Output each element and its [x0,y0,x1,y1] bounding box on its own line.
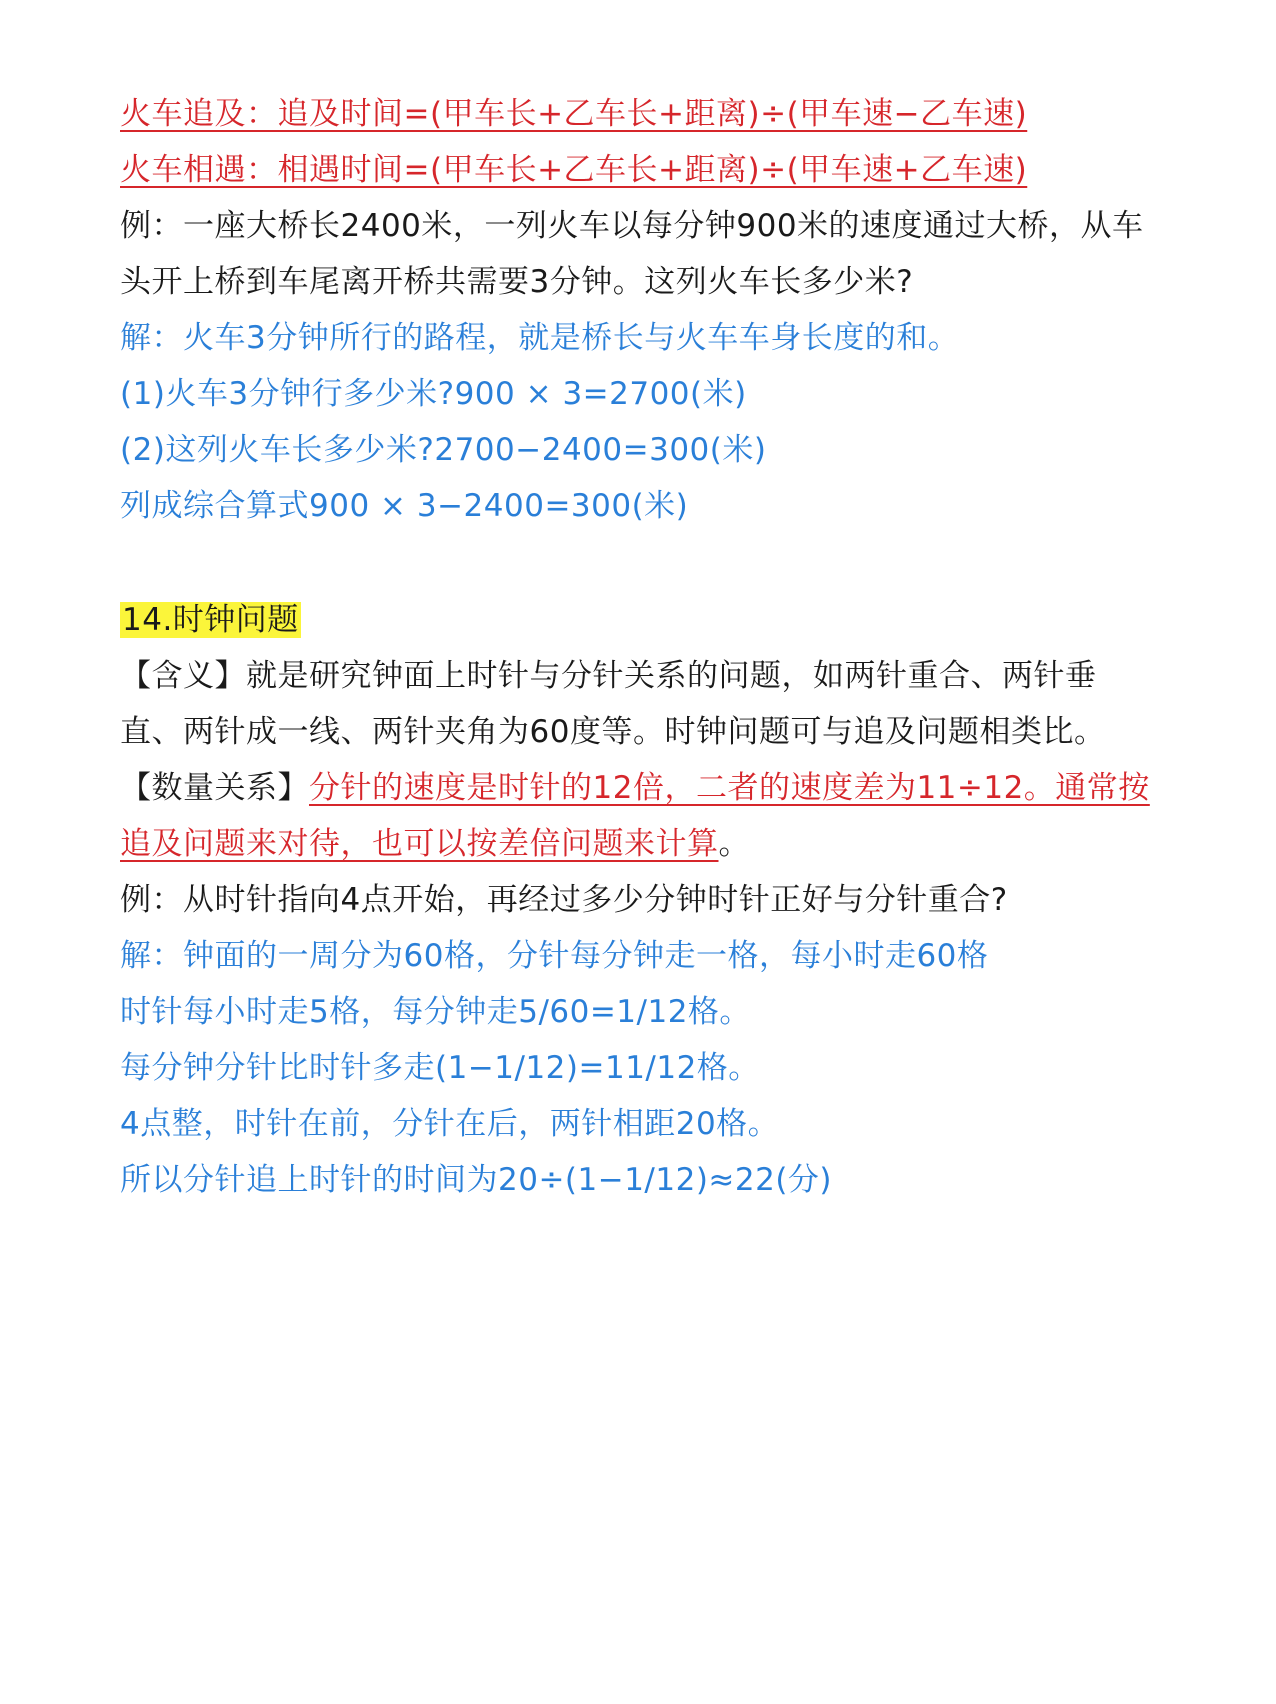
train-example-question-line2: 头开上桥到车尾离开桥共需要3分钟。这列火车长多少米? [120,264,914,300]
meaning-line1: 【含义】就是研究钟面上时针与分针关系的问题，如两针重合、两针垂 [120,658,1097,694]
train-chase-formula: 火车追及：追及时间=(甲车长+乙车长+距离)÷(甲车速−乙车速) [120,96,1028,132]
train-solution-line: (2)这列火车长多少米?2700−2400=300(米) [120,432,767,468]
meaning-line2: 直、两针成一线、两针夹角为60度等。时钟问题可与追及问题相类比。 [120,714,1106,750]
relation-line1 [120,766,1150,810]
clock-solution-line: 所以分针追上时针的时间为20÷(1−1/12)≈22(分) [120,1162,833,1198]
relation-line2 [120,822,750,866]
relation-text: 分针的速度是时针的12倍，二者的速度差为11÷12。通常按 [309,770,1150,806]
clock-solution-line: 解：钟面的一周分为60格，分针每分钟走一格，每小时走60格 [120,938,989,974]
relation-label: 【数量关系】 [120,770,309,806]
train-meet-formula: 火车相遇：相遇时间=(甲车长+乙车长+距离)÷(甲车速+乙车速) [120,152,1028,188]
relation-end-punctuation: 。 [718,826,750,862]
section-title-highlight: 14.时钟问题 [122,602,299,638]
train-example-question-line1: 例：一座大桥长2400米，一列火车以每分钟900米的速度通过大桥，从车 [120,208,1144,244]
train-solution-line: 列成综合算式900 × 3−2400=300(米) [120,488,689,524]
train-solution-line: (1)火车3分钟行多少米?900 × 3=2700(米) [120,376,747,412]
clock-solution-line: 时针每小时走5格，每分钟走5/60=1/12格。 [120,994,751,1030]
clock-solution-line: 每分钟分针比时针多走(1−1/12)=11/12格。 [120,1050,760,1086]
section-title [120,598,301,642]
clock-solution-line: 4点整，时针在前，分针在后，两针相距20格。 [120,1106,780,1142]
relation-text-continued: 追及问题来对待，也可以按差倍问题来计算 [120,826,719,862]
clock-example-question: 例：从时针指向4点开始，再经过多少分钟时针正好与分针重合? [120,882,1008,918]
train-solution-line: 解：火车3分钟所行的路程，就是桥长与火车车身长度的和。 [120,320,960,356]
